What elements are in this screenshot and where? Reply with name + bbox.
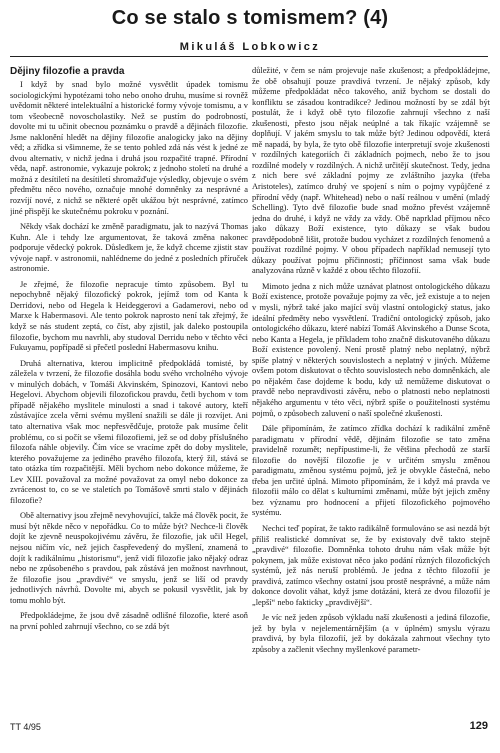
paragraph: I když by snad bylo možné vysvětlit úpadek tomismu sociologickými hypotézami toho nebo onoho druhu, musíme si rovněž uvědomit některé intelektuální a historické formy vývoje tomismu, a v tom všeobecně novoscholastiky. Než se pustím do podrobností, dovolte mi tu učinit obecnou poznámku o pravdě a dějinách filozofie. Jsme naklonění hledět na dějiny filozofie analogicky jako na dějiny věd; a zřídka si všimneme, že se tento pohled zdá nás vést k jedné ze dvou alternativ, v nichž jedna i druhá jsou rozpačité trapné. Přírodní věda, např. astronomie, vykazuje pokrok; z jednoho století na druhé a možná z desítiletí na desítiletí shromažďuje výsledky, objevuje o svém předmětu něco nového, označuje mnohé domněnky za nesprávné a rozvíjí nové, z nichž se některé opět ukážou být nesprávné, zatímco jiné přispějí ke skutečnému pokroku v poznání.: [10, 80, 248, 216]
right-column: [252, 66, 490, 714]
paragraph: Je zřejmé, že filozofie nepracuje tímto způsobem. Byl tu nepochybně nějaký filozofický pokrok, jejímž tom od Kanta k Derridovi, nebo od Hegela k Heideggerovi a Gadamerovi, nebo od Marxe k Habermasovi. Ale tento pokrok naprosto není tak zřejmý, že když se nás student zeptá, co číst, aby zjistil, jak daleko postoupila filozofie, bychom mu navrhli, aby studoval Derridu nebo v těchto věci Fukuyamu, popřípadě si přečetl poslední Habermasovu knihu.: [10, 279, 248, 353]
paragraph: Je víc než jeden způsob výkladu naší zkušenosti a jediná filozofie, jež by byla v nejelementárnějším (a v úplném) smyslu výrazu pravdivá, by byla filozofií, jež by dokázala zahrnout všechny tyto způsoby a začlenit všechny myšlenkové parametr-: [252, 613, 490, 654]
paragraph: Nechci teď popírat, že takto radikálně formulováno se asi nezdá být příliš realistické domnívat se, že by existovaly dvě takto stejně „pravdivé“ filozofie. Domněnka tohoto druhu nám však může být pokynem, jak může existovat něco jako podání různých filozofických systémů, jež nás neruší problémů. Je jedna z těchto filozofií je pravdivá, zatímco všechny ostatní jsou prostě nesprávné, a může nám dokonce dovolit váhat, když jsme dotázáni, která ze dvou filozofií je „lepší“ nebo fakticky „pravdivější“.: [252, 523, 490, 607]
paragraph: Dále připomínám, že zatímco zřídka dochází k radikální změně paradigmatu v přírodní vědě, dějinám filozofie se tato změna pravidelně rozumět; nepřípustime-li, že většina přechodů ze starší filozofie do novější filozofie je v určitém smyslu změnou paradigmatu, změnou systému pojmů, jež je obvykle částečná, nebo třeba jen určité úplná. Mimoto připomínám, že i když má pravda ve filozofii málo co dělat s kulturními změnami, může být jejich změny bez významu pro hodnocení a přijetí filozofického pojmového systému.: [252, 424, 490, 518]
section-heading: Dějiny filozofie a pravda: [10, 66, 125, 77]
paragraph: Druhá alternativa, kterou implicitně předpokládá tomisté, by záležela v tvrzení, že filozofie dosáhla bodu svého vrcholného vývoje v minulých dobách, v Tomáši Akvinském, Spinozovi, Kantovi nebo Hegelovi. Abychom objevili filozofickou pravdu, četli bychom v tom případě nějakého myslitele minulosti a snad i takové autory, kteří zůstávajíce zcela věrni svému myšlení snažili se dále ji rozvíjet. Ani tato alternativa však moc nepřesvědčuje, protože pak musíme čelit problému, co si počít se všemi filozofiemi, jež se od doby příslušného filozofa náhle objevily. Čím více se vracíme zpět do doby myslitele, kterého považujeme za jediného pravého filozofa, který žil, stává se tato otázka tím rozpačitější. Měli bychom nebo dokonce můžeme, že Lev XIII. považoval za možné považovat za omyl nebo dokonce za zvrácenost to, co se ve staletích po Tomášově smrti stalo v dějinách filozofie?: [10, 358, 248, 505]
article-title: Co se stalo s tomismem? (4): [111, 7, 389, 29]
paragraph: Obě alternativy jsou zřejmě nevyhovující, takže má člověk pocit, že musí být někde něco v nepořádku. Co to může být? Nechce-li člověk dojít ke zjevně neuspokojivému závěru, že filozofie, jak učil Hegel, nejsou ničím víc, než jejich časpřevedený do myšlení, znamená to dojít k radikálnímu „historismu“, jenž vidí filozofie jako nějaký odraz nebo ne způsobeného s pravdou, pak zůstává jen možnost navrhnout, že filozofie jsou „pravdivé“ ve smyslu, jenž se liší od pravdy jednotlivých návrhů. Dovolte mi, abych se pokusil vysvětlit, jak by tomu mohlo být.: [10, 511, 248, 605]
article-author: Mikuláš Lobkowicz: [179, 41, 321, 53]
header-divider: [10, 56, 488, 57]
paragraph: důležité, v čem se nám projevuje naše zkušenost; a předpokládejme, že obě obsahují pouze pravdivá tvrzení. Je nějaký způsob, kdy můžeme předpokládat něco takového, aniž bychom se dostali do konfliktu se zásadou kontradikce? Jedinou možností by se zdál být postulát, že i když obě tyto filozofie zahrnují všechno z naší zkušenosti, přesto jsou nějak neúplné a tak říkajíc vzájemně se doplňují. V jakém smyslu to tak může být? Jedinou odpovědí, která mě napadá, by byla, že tyto obě filozofie interpretují svoje zkušenosti v rozdílných kategoriích či základních pojmech, nebo že to jsou rozdílné modely v rozdílných. A nichž určitějí skutečnost. Tedy, jedna z nich bere své základní pojmy ze zvláštního jazyka (třeba Aristoteles), zatímco druhý ve spojení s ním o pojmy vypůjčené z přírodní vědy (např. Whitehead) nebo o naší reálnou v umění (mladý Schelling). Tyto dvě filozofie bude snad možno převést vzájemně jedna do druhé, i když ne vždy za vždy. Obě naprklad příjmou něco jako důkazy Boží existence, tyto důkazy se však budou pravděpodobně lišit, protože budou vycházet z rozdílných fenomenů a používat rozdílné pojmy. V obou případech například nemusejí tyto důkazy používat pojmu příčinnosti; příčinnost sama však bude analyzována různě v každé z obou těchto filozofií.: [252, 66, 490, 276]
paragraph: Předpokládejme, že jsou dvě zásadně odlišné filozofie, které asoň na první pohled zahrnují všechno, co se zdá být: [10, 611, 248, 631]
paragraph: Někdy však dochází ke změně paradigmatu, jak to nazývá Thomas Kuhn. Ale i tehdy lze argumentovat, že taková změna nakonec podporuje vědecký pokrok. Důsledkem je, že když chceme zjistit stav vývoje např. v astronomii, nahlédneme do jedné z posledních příruček astronomie.: [10, 222, 248, 274]
paragraph: Mimoto jedna z nich může uznávat platnost ontologického důkazu Boží existence, protože považuje pojmy za věc, jež existuje a to nejen v mysli, nýbrž také jako mající svůj vlastní ontologický status, jako ideální předměty nebo vysvětlení. Tradiční ontologický způsob, jako ontologického důkazu, které nabízí Tomáš Akvinského a Dunse Scota, nebo Kanta a Hegela, je příkladem toho značně diskutovaného důkazu Boží existence povolený. Není prostě platný nebo neplatný, nýbrž spíše platný v některých souvislostech a neplatný v jiných. Můžeme ovšem potom diskutovat o těchto souvislostech nebo domněnkách, ale po nějakém čase dojdeme k bodu, kdy už nemůžeme diskutovat o pravdě nebo nepravdivosti závěru, nebo o platnosti nebo neplatnosti nějakého argumentu v této věci, nýbrž spíše o použitelnosti systému pojmů, o způsobech zaluvení o naší společné zkušenosti.: [252, 281, 490, 418]
issue-label: TT 4/95: [10, 722, 41, 732]
left-column: [10, 62, 248, 714]
page-number: 129: [469, 720, 488, 732]
